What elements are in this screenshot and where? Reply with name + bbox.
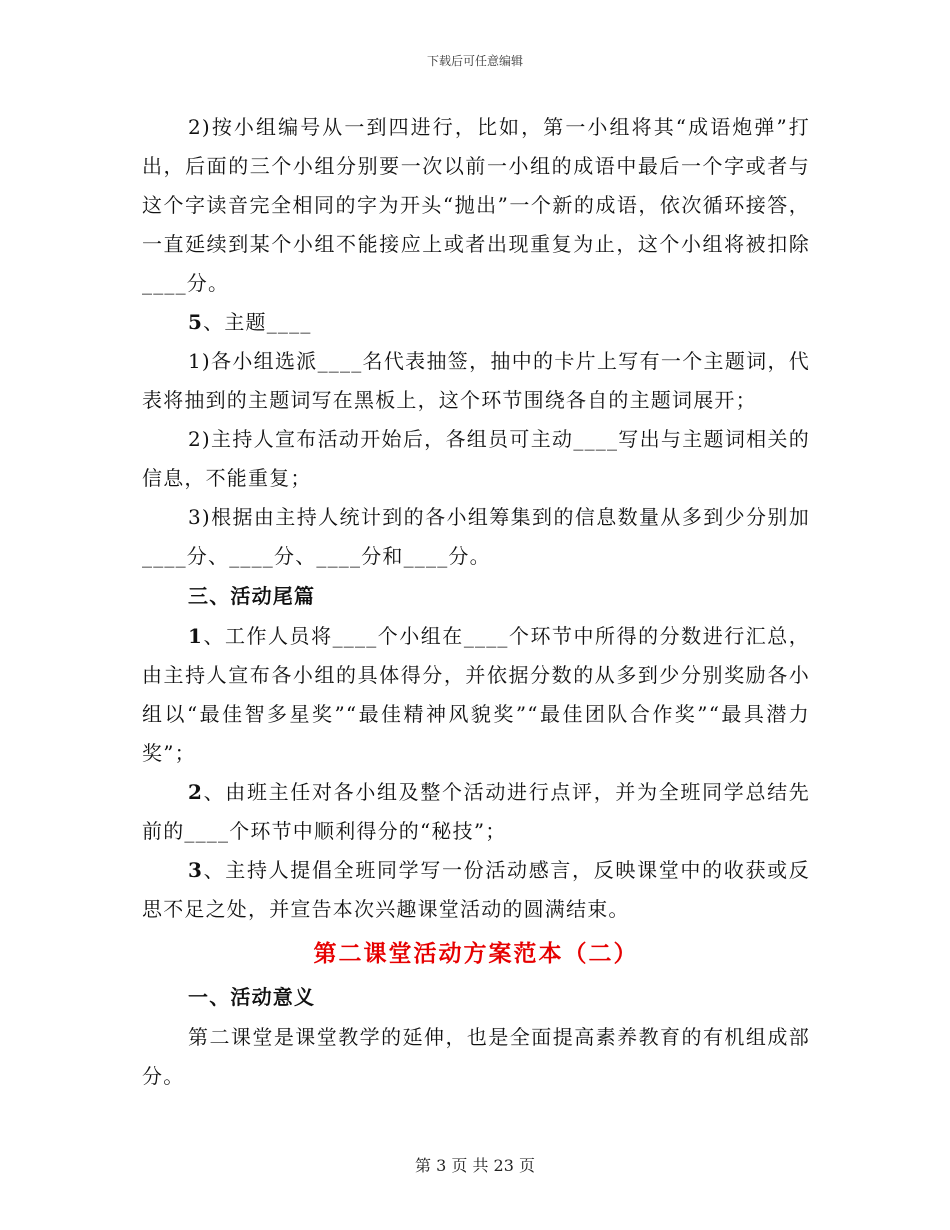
paragraph-ending-2: [142, 773, 810, 851]
item-number: 2: [188, 780, 204, 804]
paragraph-theme-2: 2)主持人宣布活动开始后，各组员可主动____写出与主题词相关的信息，不能重复；: [142, 427, 810, 490]
section-heading-ending: 三、活动尾篇: [188, 584, 316, 608]
item-text: 、工作人员将____个小组在____个环节中所得的分数进行汇总，由主持人宣布各小组的具体得分，并依据分数的从多到少分别奖励各小组以“最佳智多星奖”“最佳精神风貌奖”“最佳团队合作奖”“最具潜力奖”；: [142, 624, 810, 765]
paragraph-meaning: 第二课堂是课堂教学的延伸，也是全面提高素养教育的有机组成部分。: [142, 1025, 810, 1088]
section-5-theme: [142, 303, 810, 342]
paragraph-ending-3: [142, 851, 810, 929]
paragraph-rule-2: 2)按小组编号从一到四进行，比如，第一小组将其“成语炮弹”打出，后面的三个小组分别要一次以前一小组的成语中最后一个字或者与这个字读音完全相同的字为开头“抛出”一个新的成语，依次循环接答，一直延续到某个小组不能接应上或者出现重复为止，这个小组将被扣除____分。: [142, 115, 810, 295]
section-label: 、主题____: [203, 310, 312, 334]
section-heading-meaning: 一、活动意义: [188, 985, 316, 1009]
section-number: 5: [188, 310, 204, 334]
page-header: 下载后可任意编辑: [426, 54, 523, 68]
paragraph-ending-1: [142, 617, 810, 773]
item-number: 1: [188, 624, 204, 648]
item-text: 、由班主任对各小组及整个活动进行点评，并为全班同学总结先前的____个环节中顺利得分的“秘技”；: [142, 780, 810, 843]
item-number: 3: [188, 858, 204, 882]
paragraph-theme-1: 1)各小组选派____名代表抽签，抽中的卡片上写有一个主题词，代表将抽到的主题词写在黑板上，这个环节围绕各自的主题词展开；: [142, 349, 810, 412]
document-title: 第二课堂活动方案范本（二）: [313, 941, 639, 967]
item-text: 、主持人提倡全班同学写一份活动感言，反映课堂中的收获或反思不足之处，并宣告本次兴趣课堂活动的圆满结束。: [142, 858, 810, 921]
paragraph-theme-3: 3)根据由主持人统计到的各小组筹集到的信息数量从多到少分别加____分、____分、____分和____分。: [142, 505, 810, 568]
document-body: [142, 108, 810, 1096]
page-footer: 第 3 页 共 23 页: [415, 1156, 535, 1175]
